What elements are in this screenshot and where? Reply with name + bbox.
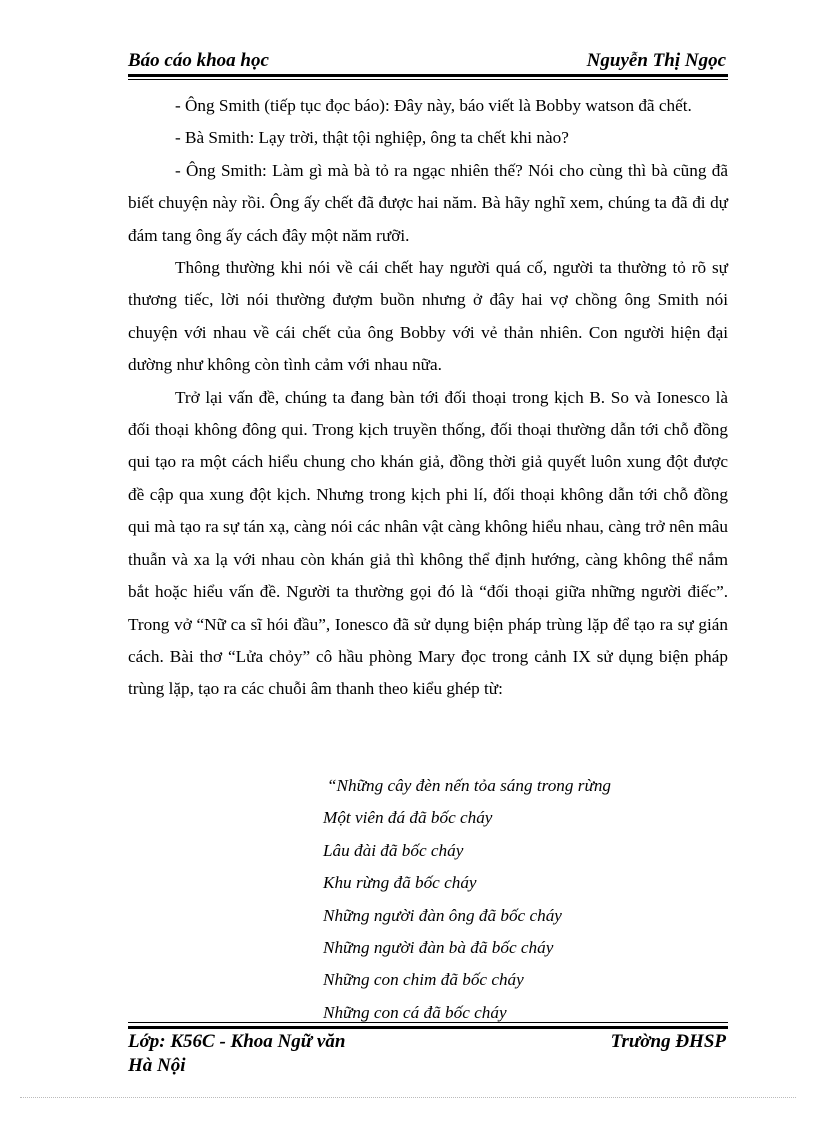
dialogue-line: - Ông Smith: Làm gì mà bà tỏ ra ngạc nhiên thế? Nói cho cùng thì bà cũng đã biết chuyện này rồi. Ông ấy chết đã được hai năm. Bà hãy nghĩ xem, chúng ta đã đi dự đám tang ông ấy cách đây một năm rưỡi. — [128, 160, 728, 245]
header-title: Báo cáo khoa học — [128, 50, 269, 71]
dialogue-line: - Bà Smith: Lạy trời, thật tội nghiệp, ông ta chết khi nào? — [175, 128, 569, 148]
body-text — [128, 90, 728, 706]
poem-quote — [323, 770, 611, 1029]
page-header — [128, 48, 728, 76]
poem-line: Một viên đá đã bốc cháy — [323, 808, 493, 828]
paragraph: Thông thường khi nói về cái chết hay người quá cố, người ta thường tỏ rõ sự thương tiếc, lời nói thường đượm buồn nhưng ở đây hai vợ chồng ông Smith nói chuyện với nhau về cái chết của ông Bobby với vẻ thản nhiên. Con người hiện đại dường như không còn tình cảm với nhau nữa. — [128, 258, 728, 375]
poem-line: Những người đàn ông đã bốc cháy — [323, 905, 562, 925]
footer-school: Trường ĐHSP — [610, 1031, 726, 1052]
page-break-divider — [20, 1097, 796, 1098]
dialogue-line: - Ông Smith (tiếp tục đọc báo): Đây này, báo viết là Bobby watson đã chết. — [175, 96, 692, 115]
footer-class: Lớp: K56C - Khoa Ngữ văn — [128, 1031, 346, 1052]
poem-line: Những người đàn bà đã bốc cháy — [323, 938, 554, 958]
paragraph: Trở lại vấn đề, chúng ta đang bàn tới đối thoại trong kịch B. So và Ionesco là đối thoại không đông qui. Trong kịch truyền thống, đối thoại thường dẫn tới chỗ đồng qui tạo ra một cách hiểu chung cho khán giả, đồng thời giả quyết luôn xung đột được đề cập qua xung đột kịch. Nhưng trong kịch phi lí, đối thoại không dẫn tới chỗ đồng qui mà tạo ra sự tán xạ, càng nói các nhân vật càng không hiểu nhau, càng trở nên mâu thuẫn và xa lạ với nhau còn khán giả thì không thể định hướng, càng không thể nắm bắt hoặc hiểu vấn đề. Người ta thường gọi đó là “đối thoại giữa những người điếc”. Trong vở “Nữ ca sĩ hói đầu”, Ionesco đã sử dụng biện pháp trùng lặp để tạo ra sự gián cách. Bài thơ “Lửa chỏy” cô hầu phòng Mary đọc trong cảnh IX sử dụng biện pháp trùng lặp, tạo ra các chuỗi âm thanh theo kiểu ghép từ: — [128, 387, 728, 699]
header-author: Nguyễn Thị Ngọc — [586, 50, 726, 71]
poem-line: Lâu đài đã bốc cháy — [323, 840, 464, 860]
footer-rule-thin — [128, 1022, 728, 1023]
header-rule-thick — [128, 74, 728, 77]
page-footer — [128, 1022, 728, 1082]
poem-line: Khu rừng đã bốc cháy — [323, 873, 477, 893]
header-rule-thin — [128, 79, 728, 80]
poem-line: “Những cây đèn nến tỏa sáng trong rừng — [327, 776, 612, 795]
poem-line: Những con chim đã bốc cháy — [323, 970, 524, 990]
footer-rule-thick — [128, 1026, 728, 1029]
poem-line: Những con cá đã bốc cháy — [323, 1002, 507, 1022]
footer-city: Hà Nội — [128, 1055, 186, 1076]
